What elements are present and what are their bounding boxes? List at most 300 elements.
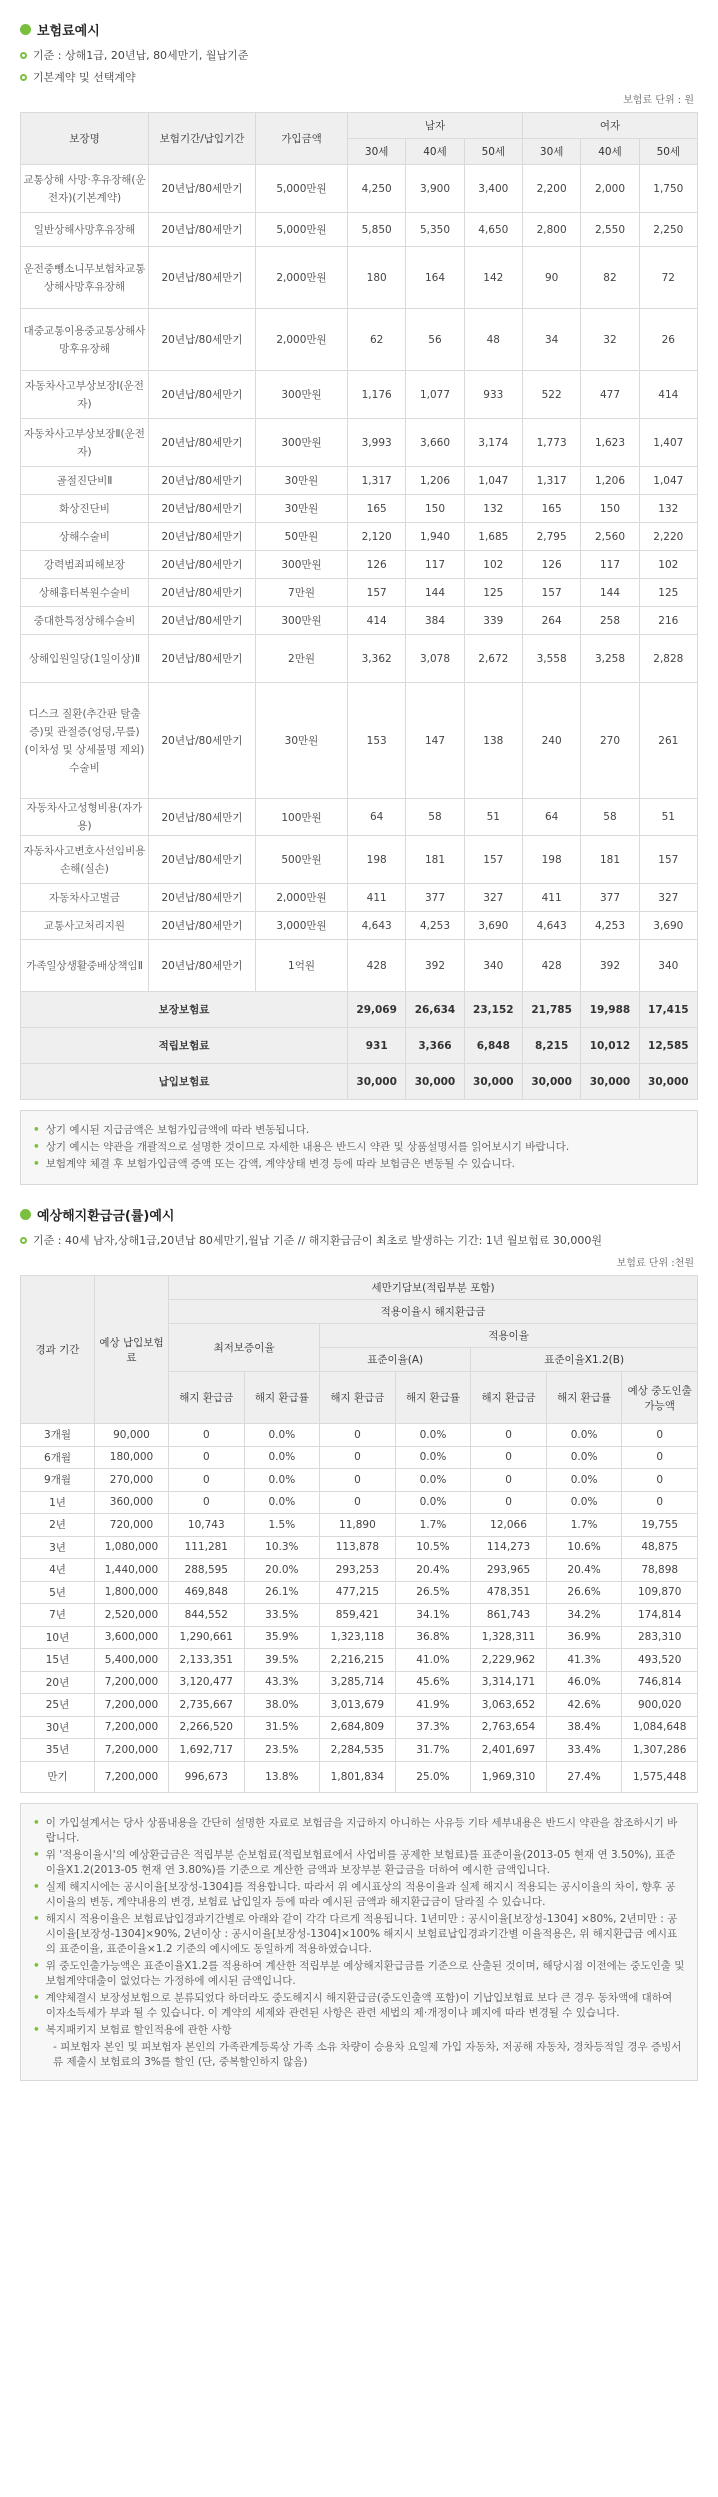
section2-title: 예상해지환급금(률)예시 bbox=[20, 1205, 698, 1224]
note-item: • 실제 해지시에는 공시이율[보장성-1304]를 적용합니다. 따라서 위 예시표상의 적용이율과 실제 해지시 적용되는 공시이율의 차이, 향후 공시이율의 변동, 계약내용의 변경, 보험료 납입일자 등에 따라 예시된 금액과 해지환급금이 달라질 수 있습니다. bbox=[33, 1880, 676, 1908]
total-label: 보장보험료 bbox=[21, 992, 348, 1028]
premium-cell: 411 bbox=[522, 884, 580, 912]
refund-cell: 288,595 bbox=[169, 1559, 245, 1582]
premium-cell: 1,623 bbox=[581, 419, 639, 467]
coverage-period: 20년납/80세만기 bbox=[149, 836, 256, 884]
premium-cell: 2,120 bbox=[348, 523, 406, 551]
premium-cell: 1,206 bbox=[406, 467, 464, 495]
refund-cell: 0.0% bbox=[395, 1424, 471, 1447]
premium-cell: 5,350 bbox=[406, 213, 464, 247]
coverage-amount: 100만원 bbox=[256, 799, 348, 836]
period-cell: 5년 bbox=[21, 1581, 95, 1604]
table-row bbox=[21, 1469, 698, 1492]
refund-cell: 844,552 bbox=[169, 1604, 245, 1627]
table-row bbox=[21, 247, 698, 309]
premium-cell: 327 bbox=[464, 884, 522, 912]
premium-cell: 4,253 bbox=[406, 912, 464, 940]
refund-cell: 861,743 bbox=[471, 1604, 547, 1627]
coverage-name: 중대한특정상해수술비 bbox=[21, 607, 149, 635]
premium-cell: 4,650 bbox=[464, 213, 522, 247]
table-row bbox=[21, 940, 698, 992]
coverage-name: 운전중뺑소니무보험차교통상해사망후유장해 bbox=[21, 247, 149, 309]
total-row bbox=[21, 992, 698, 1028]
table-row bbox=[21, 419, 698, 467]
refund-cell: 0.0% bbox=[395, 1491, 471, 1514]
premium-cell: 216 bbox=[639, 607, 697, 635]
premium-cell: 2,800 bbox=[522, 213, 580, 247]
header-applied: 적용이율시 해지환급금 bbox=[169, 1300, 698, 1324]
premium-cell: 3,900 bbox=[406, 165, 464, 213]
coverage-name: 자동차사고성형비용(자가용) bbox=[21, 799, 149, 836]
coverage-amount: 30만원 bbox=[256, 495, 348, 523]
refund-cell: 0 bbox=[169, 1469, 245, 1492]
refund-cell: 113,878 bbox=[320, 1536, 396, 1559]
refund-cell: 10,743 bbox=[169, 1514, 245, 1537]
table-row bbox=[21, 912, 698, 940]
refund-cell: 0.0% bbox=[546, 1424, 622, 1447]
refund-cell: 0 bbox=[169, 1424, 245, 1447]
premium-cell: 522 bbox=[522, 371, 580, 419]
table-row bbox=[21, 1739, 698, 1762]
ring-bullet-icon bbox=[20, 52, 27, 59]
premium-cell: 165 bbox=[348, 495, 406, 523]
premium-cell: 1,773 bbox=[522, 419, 580, 467]
premium-cell: 90 bbox=[522, 247, 580, 309]
refund-cell: 2,735,667 bbox=[169, 1694, 245, 1717]
coverage-name: 교통상해 사망·후유장해(운전자)(기본계약) bbox=[21, 165, 149, 213]
coverage-amount: 5,000만원 bbox=[256, 165, 348, 213]
refund-cell: 2,763,654 bbox=[471, 1716, 547, 1739]
refund-cell: 26.1% bbox=[244, 1581, 320, 1604]
table-row bbox=[21, 579, 698, 607]
refund-cell: 78,898 bbox=[622, 1559, 698, 1582]
header-pct: 해지 환급률 bbox=[546, 1372, 622, 1424]
header-name: 보장명 bbox=[21, 113, 149, 165]
premium-cell: 62 bbox=[348, 309, 406, 371]
refund-cell: 39.5% bbox=[244, 1649, 320, 1672]
header-pct: 해지 환급률 bbox=[244, 1372, 320, 1424]
total-cell: 19,988 bbox=[581, 992, 639, 1028]
premium-cell: 117 bbox=[581, 551, 639, 579]
table-row bbox=[21, 165, 698, 213]
note-item: • 이 가입설계서는 당사 상품내용을 간단히 설명한 자료로 보험금을 지급하지 아니하는 사유등 기타 세부내용은 반드시 약관을 참조하시기 바랍니다. bbox=[33, 1816, 678, 1844]
premium-cell: 150 bbox=[406, 495, 464, 523]
refund-cell: 12,066 bbox=[471, 1514, 547, 1537]
header-std: 표준이율(A) bbox=[320, 1348, 471, 1372]
period-cell: 만기 bbox=[21, 1761, 95, 1792]
section1-notes bbox=[20, 1110, 698, 1185]
premium-cell: 3,078 bbox=[406, 635, 464, 683]
refund-cell: 900,020 bbox=[622, 1694, 698, 1717]
table-row bbox=[21, 371, 698, 419]
coverage-name: 상해흉터복원수술비 bbox=[21, 579, 149, 607]
refund-cell: 1,969,310 bbox=[471, 1761, 547, 1792]
period-cell: 7년 bbox=[21, 1604, 95, 1627]
coverage-name: 대중교통이용중교통상해사망후유장해 bbox=[21, 309, 149, 371]
coverage-amount: 30만원 bbox=[256, 467, 348, 495]
premium-cell: 157 bbox=[348, 579, 406, 607]
total-cell: 30,000 bbox=[348, 1064, 406, 1100]
period-cell: 15년 bbox=[21, 1649, 95, 1672]
refund-cell: 1,801,834 bbox=[320, 1761, 396, 1792]
premium-cell: 5,850 bbox=[348, 213, 406, 247]
total-cell: 21,785 bbox=[522, 992, 580, 1028]
refund-cell: 36.9% bbox=[546, 1626, 622, 1649]
refund-cell: 0 bbox=[320, 1469, 396, 1492]
premium-cell: 165 bbox=[522, 495, 580, 523]
premium-cell: 181 bbox=[581, 836, 639, 884]
refund-cell: 174,814 bbox=[622, 1604, 698, 1627]
total-cell: 23,152 bbox=[464, 992, 522, 1028]
premium-cell: 64 bbox=[522, 799, 580, 836]
coverage-amount: 30만원 bbox=[256, 683, 348, 799]
refund-cell: 34.1% bbox=[395, 1604, 471, 1627]
premium-cell: 58 bbox=[406, 799, 464, 836]
table-row bbox=[21, 1604, 698, 1627]
premium-cell: 157 bbox=[639, 836, 697, 884]
header-min: 최저보증이율 bbox=[169, 1324, 320, 1372]
refund-cell: 5,400,000 bbox=[95, 1649, 169, 1672]
premium-cell: 3,660 bbox=[406, 419, 464, 467]
section2-unit: 보험료 단위 :천원 bbox=[616, 1258, 694, 1269]
refund-cell: 859,421 bbox=[320, 1604, 396, 1627]
header-age: 30세 bbox=[522, 139, 580, 165]
premium-cell: 64 bbox=[348, 799, 406, 836]
header-expected: 예상 중도인출 가능액 bbox=[622, 1372, 698, 1424]
refund-cell: 293,965 bbox=[471, 1559, 547, 1582]
table-row bbox=[21, 213, 698, 247]
premium-cell: 258 bbox=[581, 607, 639, 635]
refund-cell: 0 bbox=[471, 1469, 547, 1492]
refund-cell: 31.5% bbox=[244, 1716, 320, 1739]
refund-cell: 0 bbox=[622, 1491, 698, 1514]
premium-cell: 933 bbox=[464, 371, 522, 419]
refund-cell: 0 bbox=[320, 1491, 396, 1514]
total-row bbox=[21, 1064, 698, 1100]
period-cell: 2년 bbox=[21, 1514, 95, 1537]
premium-cell: 264 bbox=[522, 607, 580, 635]
period-cell: 35년 bbox=[21, 1739, 95, 1762]
refund-cell: 0.0% bbox=[244, 1424, 320, 1447]
total-label: 적립보험료 bbox=[21, 1028, 348, 1064]
coverage-period: 20년납/80세만기 bbox=[149, 371, 256, 419]
table-row bbox=[21, 683, 698, 799]
refund-cell: 36.8% bbox=[395, 1626, 471, 1649]
coverage-amount: 300만원 bbox=[256, 371, 348, 419]
premium-cell: 428 bbox=[522, 940, 580, 992]
premium-cell: 180 bbox=[348, 247, 406, 309]
refund-cell: 0 bbox=[169, 1491, 245, 1514]
refund-cell: 3,120,477 bbox=[169, 1671, 245, 1694]
premium-cell: 147 bbox=[406, 683, 464, 799]
refund-cell: 41.0% bbox=[395, 1649, 471, 1672]
refund-cell: 46.0% bbox=[546, 1671, 622, 1694]
premium-cell: 414 bbox=[639, 371, 697, 419]
table-row bbox=[21, 1626, 698, 1649]
table-row bbox=[21, 467, 698, 495]
total-row bbox=[21, 1028, 698, 1064]
total-cell: 3,366 bbox=[406, 1028, 464, 1064]
premium-cell: 26 bbox=[639, 309, 697, 371]
refund-cell: 33.4% bbox=[546, 1739, 622, 1762]
refund-cell: 1.7% bbox=[395, 1514, 471, 1537]
refund-cell: 0 bbox=[169, 1446, 245, 1469]
note-item: • 상기 예시는 약관을 개괄적으로 설명한 것이므로 자세한 내용은 반드시 약관 및 상품설명서를 읽어보시기 바랍니다. bbox=[33, 1141, 570, 1153]
period-cell: 3개월 bbox=[21, 1424, 95, 1447]
table-row bbox=[21, 1536, 698, 1559]
coverage-period: 20년납/80세만기 bbox=[149, 683, 256, 799]
premium-cell: 3,690 bbox=[639, 912, 697, 940]
premium-cell: 1,317 bbox=[522, 467, 580, 495]
premium-cell: 3,400 bbox=[464, 165, 522, 213]
table-row bbox=[21, 1694, 698, 1717]
coverage-name: 화상진단비 bbox=[21, 495, 149, 523]
refund-cell: 0 bbox=[622, 1424, 698, 1447]
coverage-period: 20년납/80세만기 bbox=[149, 213, 256, 247]
premium-cell: 2,560 bbox=[581, 523, 639, 551]
premium-cell: 126 bbox=[348, 551, 406, 579]
premium-cell: 377 bbox=[406, 884, 464, 912]
refund-cell: 1,440,000 bbox=[95, 1559, 169, 1582]
premium-cell: 1,407 bbox=[639, 419, 697, 467]
total-cell: 30,000 bbox=[639, 1064, 697, 1100]
refund-cell: 3,600,000 bbox=[95, 1626, 169, 1649]
premium-cell: 117 bbox=[406, 551, 464, 579]
premium-cell: 125 bbox=[639, 579, 697, 607]
premium-cell: 3,993 bbox=[348, 419, 406, 467]
coverage-period: 20년납/80세만기 bbox=[149, 165, 256, 213]
period-cell: 20년 bbox=[21, 1671, 95, 1694]
table-row bbox=[21, 635, 698, 683]
bullet-icon bbox=[20, 24, 31, 35]
premium-cell: 428 bbox=[348, 940, 406, 992]
premium-cell: 392 bbox=[581, 940, 639, 992]
header-top: 세만기담보(적립부분 포함) bbox=[169, 1276, 698, 1300]
refund-cell: 11,890 bbox=[320, 1514, 396, 1537]
table-row bbox=[21, 1514, 698, 1537]
premium-cell: 261 bbox=[639, 683, 697, 799]
premium-cell: 1,047 bbox=[639, 467, 697, 495]
refund-cell: 1,084,648 bbox=[622, 1716, 698, 1739]
period-cell: 3년 bbox=[21, 1536, 95, 1559]
premium-cell: 181 bbox=[406, 836, 464, 884]
coverage-name: 가족일상생활중배상책임Ⅱ bbox=[21, 940, 149, 992]
refund-cell: 38.4% bbox=[546, 1716, 622, 1739]
premium-cell: 150 bbox=[581, 495, 639, 523]
premium-cell: 142 bbox=[464, 247, 522, 309]
bullet-icon: • bbox=[33, 1124, 40, 1136]
period-cell: 6개월 bbox=[21, 1446, 95, 1469]
refund-cell: 27.4% bbox=[546, 1761, 622, 1792]
period-cell: 10년 bbox=[21, 1626, 95, 1649]
refund-cell: 111,281 bbox=[169, 1536, 245, 1559]
refund-cell: 7,200,000 bbox=[95, 1694, 169, 1717]
coverage-period: 20년납/80세만기 bbox=[149, 799, 256, 836]
premium-cell: 3,174 bbox=[464, 419, 522, 467]
refund-cell: 7,200,000 bbox=[95, 1671, 169, 1694]
premium-cell: 102 bbox=[639, 551, 697, 579]
premium-cell: 2,795 bbox=[522, 523, 580, 551]
coverage-period: 20년납/80세만기 bbox=[149, 912, 256, 940]
table-row bbox=[21, 1446, 698, 1469]
premium-cell: 327 bbox=[639, 884, 697, 912]
premium-cell: 4,643 bbox=[522, 912, 580, 940]
premium-cell: 3,690 bbox=[464, 912, 522, 940]
refund-cell: 26.5% bbox=[395, 1581, 471, 1604]
refund-cell: 2,266,520 bbox=[169, 1716, 245, 1739]
premium-cell: 157 bbox=[522, 579, 580, 607]
premium-cell: 164 bbox=[406, 247, 464, 309]
section1-criteria: 기준 : 상해1급, 20년납, 80세만기, 월납기준 bbox=[20, 47, 698, 63]
coverage-name: 자동차사고부상보장Ⅱ(운전자) bbox=[21, 419, 149, 467]
refund-cell: 114,273 bbox=[471, 1536, 547, 1559]
refund-cell: 34.2% bbox=[546, 1604, 622, 1627]
premium-cell: 2,550 bbox=[581, 213, 639, 247]
coverage-amount: 2,000만원 bbox=[256, 247, 348, 309]
refund-cell: 0.0% bbox=[244, 1469, 320, 1492]
coverage-name: 디스크 질환(추간판 탈출증)및 관절증(엉덩,무릎)(이차성 및 상세불명 제외) 수술비 bbox=[21, 683, 149, 799]
refund-cell: 0.0% bbox=[546, 1491, 622, 1514]
coverage-amount: 2,000만원 bbox=[256, 309, 348, 371]
note-item: • 위 중도인출가능액은 표준이율X1.2를 적용하여 계산한 적립부분 예상해지환급금를 기준으로 산출된 것이며, 해당시점 이전에는 중도인출 및 보험계약대출이 없었다는 가정하에 예시된 금액입니다. bbox=[33, 1959, 685, 1987]
refund-cell: 43.3% bbox=[244, 1671, 320, 1694]
coverage-amount: 7만원 bbox=[256, 579, 348, 607]
ring-bullet-icon bbox=[20, 74, 27, 81]
coverage-name: 강력범죄피해보장 bbox=[21, 551, 149, 579]
refund-cell: 2,401,697 bbox=[471, 1739, 547, 1762]
refund-cell: 293,253 bbox=[320, 1559, 396, 1582]
header-age: 40세 bbox=[581, 139, 639, 165]
premium-cell: 240 bbox=[522, 683, 580, 799]
total-cell: 30,000 bbox=[406, 1064, 464, 1100]
coverage-name: 골절진단비Ⅱ bbox=[21, 467, 149, 495]
table-row bbox=[21, 836, 698, 884]
refund-cell: 493,520 bbox=[622, 1649, 698, 1672]
coverage-name: 자동차사고부상보장Ⅰ(운전자) bbox=[21, 371, 149, 419]
note-item: • 복지패키지 보험료 할인적용에 관한 사항 bbox=[33, 2023, 232, 2036]
note-item: • 상기 예시된 지급금액은 보험가입금액에 따라 변동됩니다. bbox=[33, 1124, 310, 1136]
premium-cell: 1,077 bbox=[406, 371, 464, 419]
premium-cell: 1,317 bbox=[348, 467, 406, 495]
refund-cell: 7,200,000 bbox=[95, 1739, 169, 1762]
table-row bbox=[21, 495, 698, 523]
refund-cell: 90,000 bbox=[95, 1424, 169, 1447]
table-row bbox=[21, 1671, 698, 1694]
table-row bbox=[21, 1581, 698, 1604]
ring-bullet-icon bbox=[20, 1237, 27, 1244]
premium-cell: 1,047 bbox=[464, 467, 522, 495]
coverage-period: 20년납/80세만기 bbox=[149, 607, 256, 635]
refund-cell: 469,848 bbox=[169, 1581, 245, 1604]
bullet-icon: • bbox=[33, 1912, 40, 1925]
premium-cell: 125 bbox=[464, 579, 522, 607]
refund-cell: 270,000 bbox=[95, 1469, 169, 1492]
bullet-icon: • bbox=[33, 1816, 40, 1829]
refund-cell: 360,000 bbox=[95, 1491, 169, 1514]
refund-cell: 1,800,000 bbox=[95, 1581, 169, 1604]
premium-cell: 32 bbox=[581, 309, 639, 371]
header-premium: 예상 납입보험료 bbox=[95, 1276, 169, 1424]
coverage-name: 교통사고처리지원 bbox=[21, 912, 149, 940]
bullet-icon: • bbox=[33, 1959, 40, 1972]
total-cell: 17,415 bbox=[639, 992, 697, 1028]
refund-cell: 26.6% bbox=[546, 1581, 622, 1604]
period-cell: 25년 bbox=[21, 1694, 95, 1717]
coverage-period: 20년납/80세만기 bbox=[149, 309, 256, 371]
total-cell: 30,000 bbox=[464, 1064, 522, 1100]
refund-cell: 7,200,000 bbox=[95, 1761, 169, 1792]
total-cell: 6,848 bbox=[464, 1028, 522, 1064]
period-cell: 1년 bbox=[21, 1491, 95, 1514]
bullet-icon bbox=[20, 1209, 31, 1220]
table-row bbox=[21, 1716, 698, 1739]
premium-table bbox=[20, 112, 698, 1100]
table-row bbox=[21, 884, 698, 912]
coverage-period: 20년납/80세만기 bbox=[149, 940, 256, 992]
coverage-period: 20년납/80세만기 bbox=[149, 551, 256, 579]
refund-cell: 48,875 bbox=[622, 1536, 698, 1559]
refund-cell: 45.6% bbox=[395, 1671, 471, 1694]
table-row bbox=[21, 607, 698, 635]
header-period: 보험기간/납입기간 bbox=[149, 113, 256, 165]
premium-cell: 414 bbox=[348, 607, 406, 635]
coverage-period: 20년납/80세만기 bbox=[149, 523, 256, 551]
premium-cell: 4,253 bbox=[581, 912, 639, 940]
refund-cell: 2,229,962 bbox=[471, 1649, 547, 1672]
refund-cell: 180,000 bbox=[95, 1446, 169, 1469]
premium-cell: 411 bbox=[348, 884, 406, 912]
header-age: 40세 bbox=[406, 139, 464, 165]
refund-cell: 3,314,171 bbox=[471, 1671, 547, 1694]
premium-cell: 4,250 bbox=[348, 165, 406, 213]
premium-cell: 1,685 bbox=[464, 523, 522, 551]
total-label: 납입보험료 bbox=[21, 1064, 348, 1100]
premium-cell: 72 bbox=[639, 247, 697, 309]
total-cell: 8,215 bbox=[522, 1028, 580, 1064]
coverage-amount: 300만원 bbox=[256, 419, 348, 467]
refund-cell: 283,310 bbox=[622, 1626, 698, 1649]
premium-cell: 51 bbox=[639, 799, 697, 836]
table-row bbox=[21, 1649, 698, 1672]
refund-cell: 0 bbox=[471, 1446, 547, 1469]
premium-cell: 51 bbox=[464, 799, 522, 836]
refund-cell: 0.0% bbox=[395, 1469, 471, 1492]
header-amt: 해지 환급금 bbox=[169, 1372, 245, 1424]
coverage-name: 상해입원일당(1일이상)Ⅱ bbox=[21, 635, 149, 683]
premium-cell: 132 bbox=[639, 495, 697, 523]
refund-cell: 1.7% bbox=[546, 1514, 622, 1537]
refund-cell: 20.4% bbox=[546, 1559, 622, 1582]
refund-cell: 41.9% bbox=[395, 1694, 471, 1717]
header-male: 남자 bbox=[348, 113, 523, 139]
premium-cell: 48 bbox=[464, 309, 522, 371]
refund-cell: 38.0% bbox=[244, 1694, 320, 1717]
period-cell: 30년 bbox=[21, 1716, 95, 1739]
refund-cell: 109,870 bbox=[622, 1581, 698, 1604]
table-row bbox=[21, 1491, 698, 1514]
refund-cell: 23.5% bbox=[244, 1739, 320, 1762]
refund-cell: 0.0% bbox=[395, 1446, 471, 1469]
premium-cell: 132 bbox=[464, 495, 522, 523]
table-row bbox=[21, 1761, 698, 1792]
sub-note-item: - 피보험자 본인 및 피보험자 본인의 가족관계등록상 가족 소유 차량이 승용차 요일제 가입 자동차, 저공해 자동차, 경차등적일 경우 증빙서류 제출시 보험료의 3%를 할인 (단, 중복할인하지 않음) bbox=[53, 2040, 682, 2068]
premium-cell: 144 bbox=[581, 579, 639, 607]
refund-cell: 996,673 bbox=[169, 1761, 245, 1792]
header-amount: 가입금액 bbox=[256, 113, 348, 165]
table-row bbox=[21, 1559, 698, 1582]
refund-cell: 2,684,809 bbox=[320, 1716, 396, 1739]
refund-cell: 1,290,661 bbox=[169, 1626, 245, 1649]
